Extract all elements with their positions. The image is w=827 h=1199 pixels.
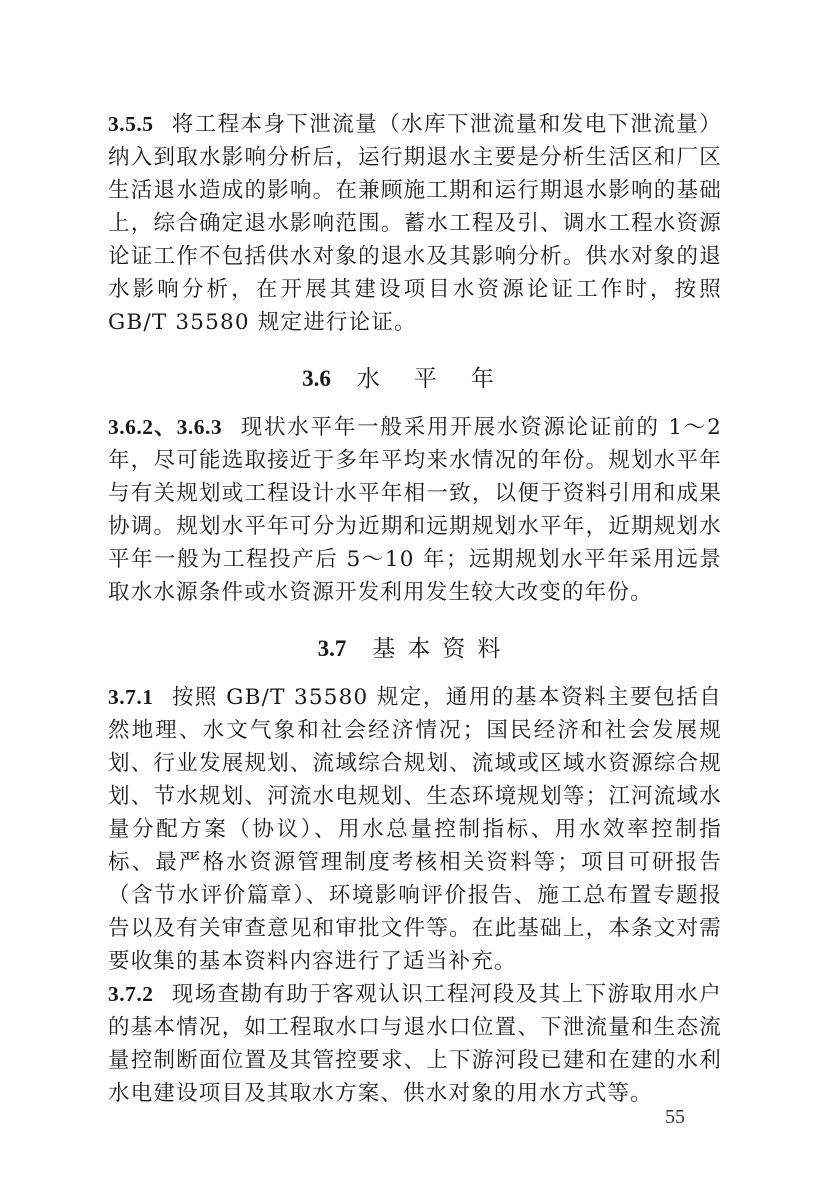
section-title: 水平年 <box>356 366 528 392</box>
clause-text: 现状水平年一般采用开展水资源论证前的 1～2 年，尽可能选取接近于多年平均来水情况的年份。规划水平年与有关规划或工程设计水平年相一致，以便于资料引用和成果协调。规划水平年可分为近期和远期规划水平年，近期规划水平年一般为工程投产后 5～10 年；远期规划水平年采用远景取水水源条件或水资源开发利用发生较大改变的年份。 <box>108 415 722 605</box>
clause-text: 将工程本身下泄流量（水库下泄流量和发电下泄流量）纳入到取水影响分析后，运行期退水主要是分析生活区和厂区生活退水造成的影响。在兼顾施工期和运行期退水影响的基础上，综合确定退水影响范围。蓄水工程及引、调水工程水资源论证工作不包括供水对象的退水及其影响分析。供水对象的退水影响分析，在开展其建设项目水资源论证工作时，按照 GB/T 35580 规定进行论证。 <box>108 112 722 335</box>
section-number: 3.6 <box>302 366 331 391</box>
section-title: 基本资料 <box>372 636 513 662</box>
clause-3-5-5 <box>108 108 722 339</box>
page-number: 55 <box>665 1106 685 1128</box>
section-heading-3-6 <box>108 347 722 411</box>
clause-number: 3.7.2 <box>108 982 154 1006</box>
clause-3-7-1 <box>108 681 722 978</box>
page-body <box>108 108 722 1110</box>
clause-3-7-2 <box>108 978 722 1110</box>
clause-text: 按照 GB/T 35580 规定，通用的基本资料主要包括自然地理、水文气象和社会经济情况；国民经济和社会发展规划、行业发展规划、流域综合规划、流域或区域水资源综合规划、节水规划、河流水电规划、生态环境规划等；江河流域水量分配方案（协议）、用水总量控制指标、用水效率控制指标、最严格水资源管理制度考核相关资料等；项目可研报告（含节水评价篇章）、环境影响评价报告、施工总布置专题报告以及有关审查意见和审批文件等。在此基础上，本条文对需要收集的基本资料内容进行了适当补充。 <box>108 685 722 974</box>
clause-number: 3.7.1 <box>108 685 154 709</box>
clause-number: 3.6.2、3.6.3 <box>108 415 223 439</box>
section-number: 3.7 <box>317 636 347 661</box>
clause-text: 现场查勘有助于客观认识工程河段及其上下游取用水户的基本情况，如工程取水口与退水口位置、下泄流量和生态流量控制断面位置及其管控要求、上下游河段已建和在建的水利水电建设项目及其取水方案、供水对象的用水方式等。 <box>108 982 722 1106</box>
clause-3-6-2 <box>108 411 722 609</box>
clause-number: 3.5.5 <box>108 112 154 136</box>
section-heading-3-7 <box>108 617 722 681</box>
